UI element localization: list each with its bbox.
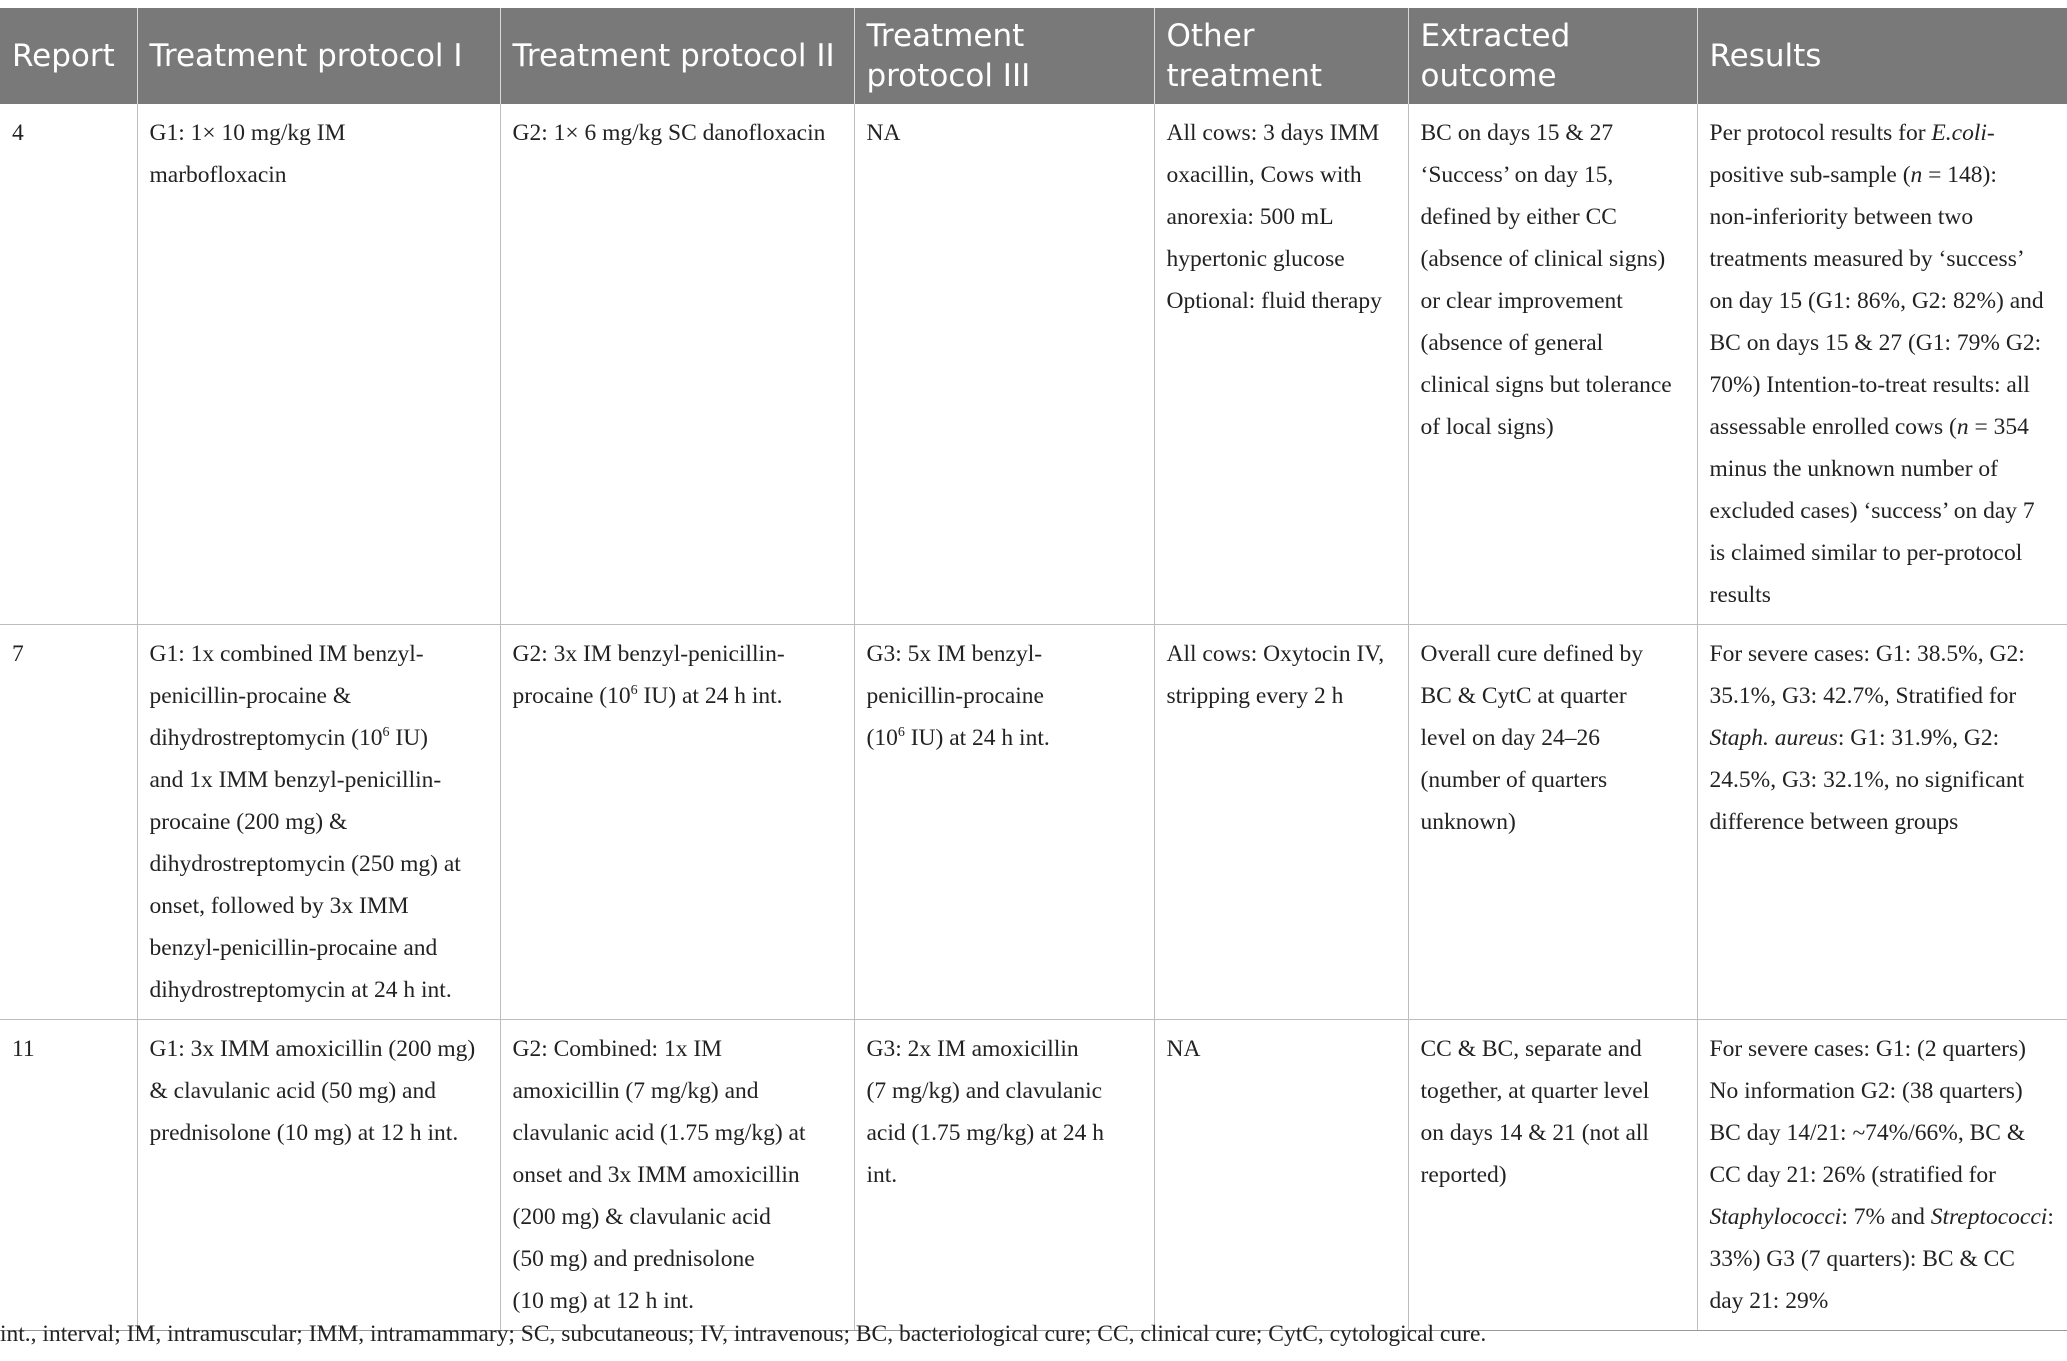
header-report: Report [0,8,137,104]
cell-results: For severe cases: G1: 38.5%, G2: 35.1%, G3: 42.7%, Stratified for Staph. aureus: G1: 31.9%, G2: 24.5%, G3: 32.1%, no significant difference between groups [1697,625,2067,1020]
cell-protocol-3: NA [854,104,1154,625]
cell-report: 7 [0,625,137,1020]
table-header-row [0,8,2067,104]
cell-extracted-outcome: Overall cure defined by BC & CytC at quarter level on day 24–26 (number of quarters unknown) [1408,625,1697,1020]
header-extracted-outcome: Extracted outcome [1408,8,1697,104]
cell-report: 4 [0,104,137,625]
cell-other-treatment: NA [1154,1020,1408,1331]
cell-protocol-3: G3: 5x IM benzyl- penicillin-procaine ($10^6$ IU) at 24 h int. [854,625,1154,1020]
cell-results: Per protocol results for E.coli- positive sub-sample (n = 148): non-inferiority between two treatments measured by ‘success’ on day 15 (G1: 86%, G2: 82%) and BC on days 15 & 27 (G1: 79% G2: 70%) Intention-to-treat results: all assessable enrolled cows (n = 354 minus the unknown number of excluded cases) ‘success’ on day 7 is claimed similar to per-protocol results [1697,104,2067,625]
header-results: Results [1697,8,2067,104]
cell-protocol-1: G1: 1× 10 mg/kg IM marbofloxacin [137,104,500,625]
cell-protocol-2: G2: 1× 6 mg/kg SC danofloxacin [500,104,854,625]
table-row [0,625,2067,1020]
cell-report: 11 [0,1020,137,1331]
treatment-table [0,8,2067,1331]
header-protocol-1: Treatment protocol I [137,8,500,104]
cell-extracted-outcome: CC & BC, separate and together, at quarter level on days 14 & 21 (not all reported) [1408,1020,1697,1331]
header-protocol-3: Treatment protocol III [854,8,1154,104]
table-row [0,1020,2067,1331]
cell-other-treatment: All cows: 3 days IMM oxacillin, Cows with anorexia: 500 mL hypertonic glucose Optional: fluid therapy [1154,104,1408,625]
cell-protocol-1: G1: 3x IMM amoxicillin (200 mg) & clavulanic acid (50 mg) and prednisolone (10 mg) at 12 h int. [137,1020,500,1331]
cell-other-treatment: All cows: Oxytocin IV, stripping every 2 h [1154,625,1408,1020]
cell-protocol-2: G2: 3x IM benzyl-penicillin- procaine ($10^6$ IU) at 24 h int. [500,625,854,1020]
cell-results: For severe cases: G1: (2 quarters) No information G2: (38 quarters) BC day 14/21: ~74%/66%, BC & CC day 21: 26% (stratified for Staphylococci: 7% and Streptococci: 33%) G3 (7 quarters): BC & CC day 21: 29% [1697,1020,2067,1331]
cell-protocol-2: G2: Combined: 1x IM amoxicillin (7 mg/kg) and clavulanic acid (1.75 mg/kg) at onset and 3x IMM amoxicillin (200 mg) & clavulanic acid (50 mg) and prednisolone (10 mg) at 12 h int. [500,1020,854,1331]
cell-extracted-outcome: BC on days 15 & 27 ‘Success’ on day 15, defined by either CC (absence of clinical signs) or clear improvement (absence of general clinical signs but tolerance of local signs) [1408,104,1697,625]
header-other-treatment: Other treatment [1154,8,1408,104]
header-protocol-2: Treatment protocol II [500,8,854,104]
cell-protocol-3: G3: 2x IM amoxicillin (7 mg/kg) and clavulanic acid (1.75 mg/kg) at 24 h int. [854,1020,1154,1331]
cell-protocol-1: G1: 1x combined IM benzyl- penicillin-procaine & dihydrostreptomycin ($10^6$ IU) and 1x IMM benzyl-penicillin- procaine (200 mg) & dihydrostreptomycin (250 mg) at onset, followed by 3x IMM benzyl-penicillin-procaine and dihydrostreptomycin at 24 h int. [137,625,500,1020]
treatment-table-container [0,8,2067,1331]
table-footnote: int., interval; IM, intramuscular; IMM, intramammary; SC, subcutaneous; IV, intravenous; BC, bacteriological cure; CC, clinical cure; CytC, cytological cure. [0,1321,1487,1347]
table-row [0,104,2067,625]
